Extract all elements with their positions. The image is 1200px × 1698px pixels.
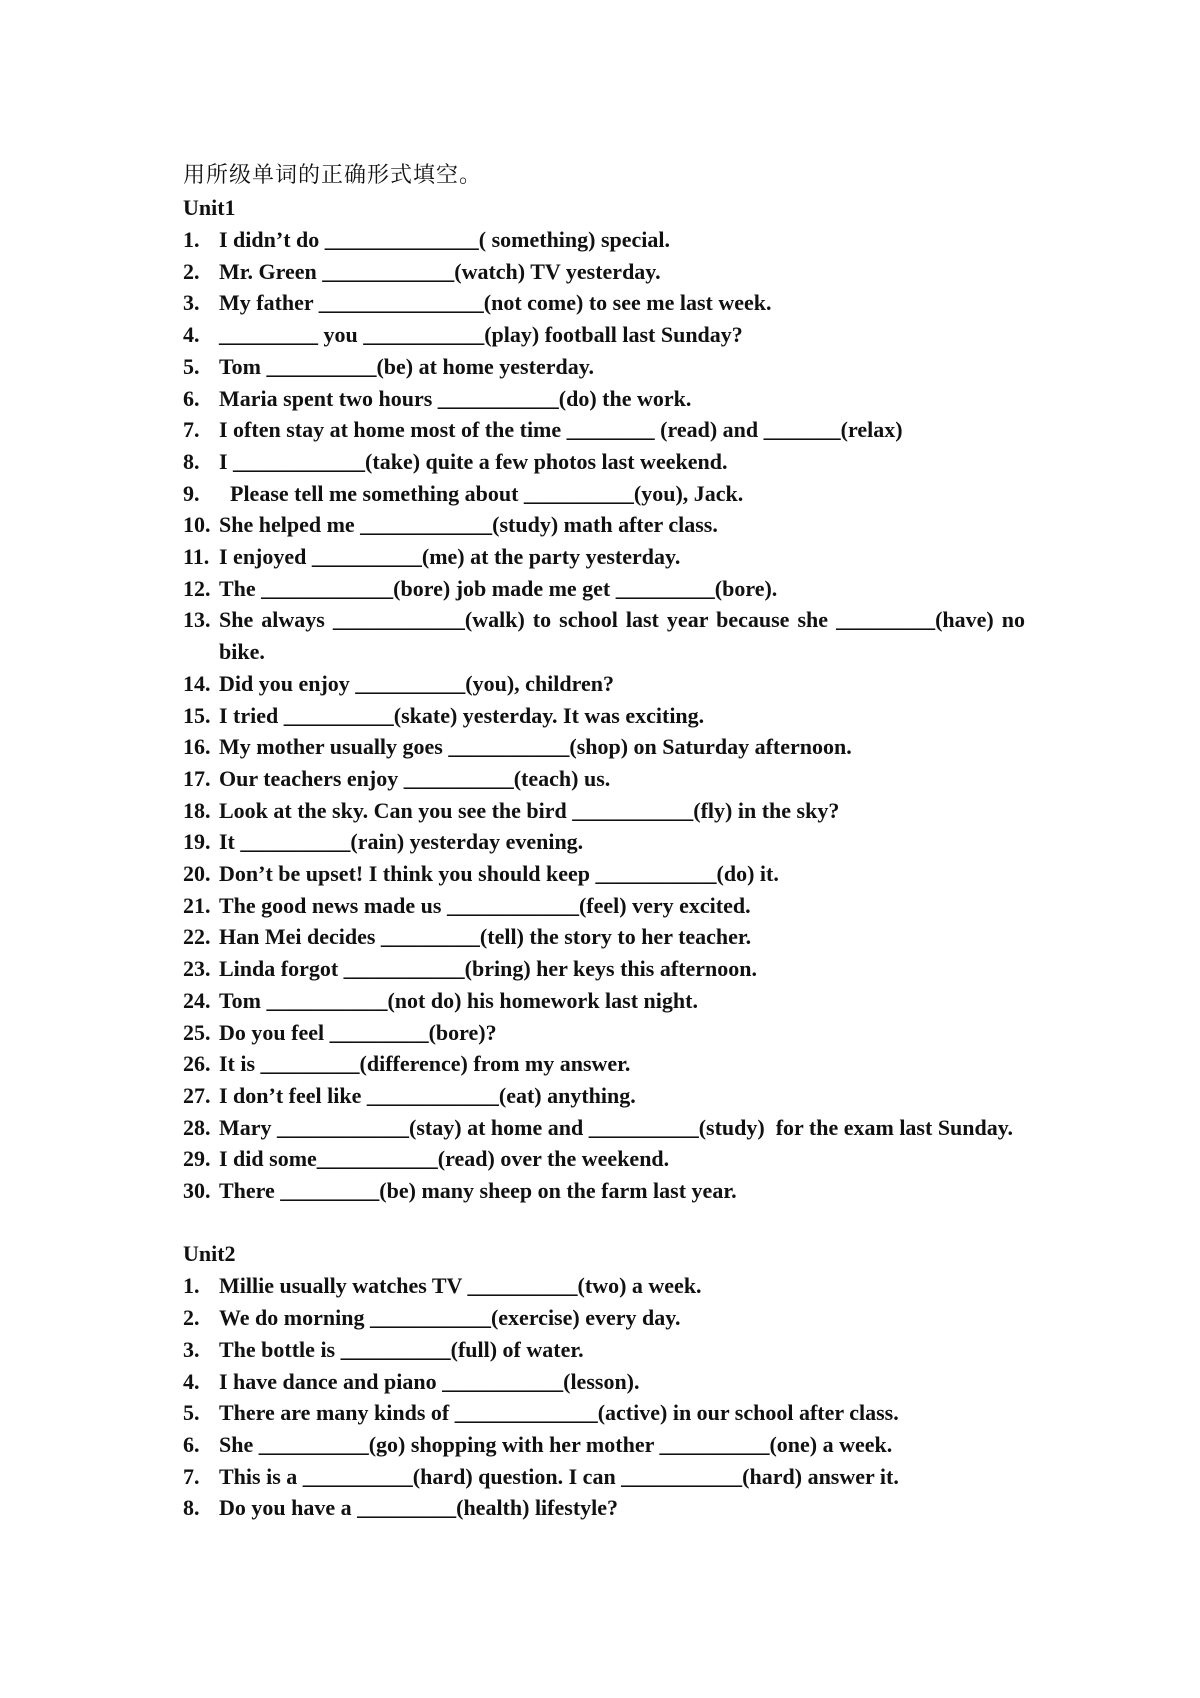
exercise-item <box>183 826 1025 858</box>
exercise-item <box>183 1017 1025 1049</box>
exercise-item <box>183 573 1025 605</box>
exercise-item <box>183 858 1025 890</box>
item-sentence: Do you have a _________(health) lifestyle? <box>219 1495 619 1521</box>
exercise-item <box>183 1397 1025 1429</box>
item-sentence: Linda forgot ___________(bring) her keys this afternoon. <box>219 956 757 982</box>
item-sentence: There _________(be) many sheep on the farm last year. <box>219 1178 737 1204</box>
item-sentence: I have dance and piano ___________(lesson). <box>219 1368 640 1394</box>
exercise-item <box>183 1429 1025 1461</box>
item-sentence: I didn’t do ______________( something) special. <box>219 227 671 252</box>
unit-section-1 <box>183 192 1031 1207</box>
item-number: 3. <box>183 1336 200 1362</box>
item-sentence: Don’t be upset! I think you should keep ___________(do) it. <box>219 861 779 887</box>
item-sentence: We do morning ___________(exercise) every day. <box>219 1305 681 1331</box>
item-number: 27. <box>183 1082 211 1108</box>
item-sentence: Tom __________(be) at home yesterday. <box>219 353 594 379</box>
item-number: 11. <box>183 544 210 570</box>
item-sentence: The ____________(bore) job made me get _________(bore). <box>219 575 778 601</box>
exercise-item <box>183 1112 1025 1144</box>
item-number: 5. <box>183 353 200 379</box>
worksheet-page <box>183 160 1031 1524</box>
exercise-item <box>183 1175 1025 1207</box>
item-number: 29. <box>183 1146 211 1172</box>
item-sentence: The bottle is __________(full) of water. <box>219 1336 584 1362</box>
unit-title: Unit1 <box>183 195 236 220</box>
exercise-item <box>183 319 1025 351</box>
item-number: 7. <box>183 417 200 443</box>
item-number: 6. <box>183 385 200 411</box>
item-sentence: Did you enjoy __________(you), children? <box>219 670 615 696</box>
exercise-item <box>183 509 1025 541</box>
exercise-item <box>183 383 1025 415</box>
exercise-item <box>183 731 1025 763</box>
exercise-item <box>183 1334 1025 1366</box>
instruction-line: 用所级单词的正确形式填空。 <box>183 163 483 188</box>
item-number: 25. <box>183 1019 211 1045</box>
item-number: 20. <box>183 861 211 887</box>
item-sentence: Maria spent two hours ___________(do) the work. <box>219 385 692 411</box>
item-sentence: I did some___________(read) over the weekend. <box>219 1146 670 1172</box>
item-number: 3. <box>183 290 200 316</box>
item-sentence: _________ you ___________(play) football last Sunday? <box>219 322 743 348</box>
exercise-item <box>183 1143 1025 1175</box>
exercise-item <box>183 224 1025 256</box>
item-number: 16. <box>183 734 211 760</box>
exercise-item <box>183 1302 1025 1334</box>
item-number: 26. <box>183 1051 211 1077</box>
item-sentence: The good news made us ____________(feel) very excited. <box>219 892 751 918</box>
item-number: 2. <box>183 1305 200 1331</box>
item-number: 10. <box>183 512 211 538</box>
item-number: 8. <box>183 1495 200 1521</box>
exercise-item <box>183 478 1025 510</box>
item-sentence: My mother usually goes ___________(shop) on Saturday afternoon. <box>219 734 852 760</box>
item-number: 23. <box>183 956 211 982</box>
exercise-item <box>183 287 1025 319</box>
item-number: 1. <box>183 1273 200 1299</box>
item-number: 9. <box>183 480 200 506</box>
unit-title: Unit2 <box>183 1241 236 1267</box>
item-number: 7. <box>183 1463 200 1489</box>
item-number: 30. <box>183 1178 211 1204</box>
item-number: 8. <box>183 448 200 474</box>
exercise-item <box>183 446 1025 478</box>
exercise-item <box>183 1270 1025 1302</box>
item-sentence: She helped me ____________(study) math after class. <box>219 512 718 538</box>
item-sentence: It is _________(difference) from my answer. <box>219 1051 631 1077</box>
units-container <box>183 192 1031 1524</box>
item-number: 24. <box>183 987 211 1013</box>
exercise-item <box>183 1080 1025 1112</box>
item-number: 21. <box>183 892 211 918</box>
exercise-item <box>183 604 1031 667</box>
exercise-item <box>183 256 1025 288</box>
item-sentence: Tom ___________(not do) his homework last night. <box>219 987 698 1013</box>
item-number: 4. <box>183 322 200 348</box>
exercise-item <box>183 763 1025 795</box>
item-sentence: Please tell me something about __________(you), Jack. <box>219 480 744 506</box>
item-number: 14. <box>183 670 211 696</box>
item-sentence: Our teachers enjoy __________(teach) us. <box>219 765 611 791</box>
exercise-item <box>183 1366 1025 1398</box>
exercise-item <box>183 953 1025 985</box>
exercise-item <box>183 668 1025 700</box>
item-sentence: My father _______________(not come) to see me last week. <box>219 290 772 316</box>
exercise-item <box>183 414 1025 446</box>
unit-spacer <box>183 1207 1025 1239</box>
item-sentence: It __________(rain) yesterday evening. <box>219 829 584 855</box>
exercise-item <box>183 795 1025 827</box>
exercise-item <box>183 890 1025 922</box>
item-sentence: I ____________(take) quite a few photos last weekend. <box>219 448 728 474</box>
exercise-item <box>183 985 1025 1017</box>
item-number: 2. <box>183 258 200 284</box>
item-number: 17. <box>183 765 211 791</box>
item-sentence: Do you feel _________(bore)? <box>219 1019 497 1045</box>
exercise-item <box>183 921 1025 953</box>
item-number: 6. <box>183 1432 200 1457</box>
item-number: 18. <box>183 797 211 823</box>
item-number: 22. <box>183 924 211 950</box>
exercise-item <box>183 700 1025 732</box>
exercise-item <box>183 351 1025 383</box>
exercise-item <box>183 1461 1025 1493</box>
item-sentence: This is a __________(hard) question. I can ___________(hard) answer it. <box>219 1463 899 1489</box>
item-sentence: She __________(go) shopping with her mother __________(one) a week. <box>219 1432 893 1457</box>
item-sentence: Look at the sky. Can you see the bird ___________(fly) in the sky? <box>219 797 840 823</box>
item-number: 4. <box>183 1368 200 1394</box>
item-sentence: I enjoyed __________(me) at the party yesterday. <box>219 544 681 570</box>
exercise-item <box>183 541 1025 573</box>
item-number: 15. <box>183 702 211 728</box>
item-sentence: Mary ____________(stay) at home and __________(study) for the exam last Sunday. <box>219 1114 1014 1140</box>
item-sentence: I don’t feel like ____________(eat) anything. <box>219 1082 636 1108</box>
exercise-item <box>183 1048 1025 1080</box>
item-sentence: I tried __________(skate) yesterday. It was exciting. <box>219 702 705 728</box>
item-sentence: She always ____________(walk) to school last year because she _________(have) no bike. <box>219 607 1031 665</box>
item-number: 13. <box>183 607 211 633</box>
item-sentence: I often stay at home most of the time ________ (read) and _______(relax) <box>219 417 903 443</box>
item-sentence: Mr. Green ____________(watch) TV yesterday. <box>219 258 661 284</box>
unit-section-2 <box>183 1238 1025 1524</box>
exercise-item <box>183 1492 1025 1524</box>
item-number: 12. <box>183 575 211 601</box>
item-number: 1. <box>183 227 200 252</box>
item-number: 28. <box>183 1114 211 1140</box>
item-number: 19. <box>183 829 211 855</box>
item-sentence: Han Mei decides _________(tell) the story to her teacher. <box>219 924 752 950</box>
item-number: 5. <box>183 1400 200 1426</box>
item-sentence: Millie usually watches TV __________(two) a week. <box>219 1273 702 1299</box>
item-sentence: There are many kinds of _____________(active) in our school after class. <box>219 1400 899 1426</box>
